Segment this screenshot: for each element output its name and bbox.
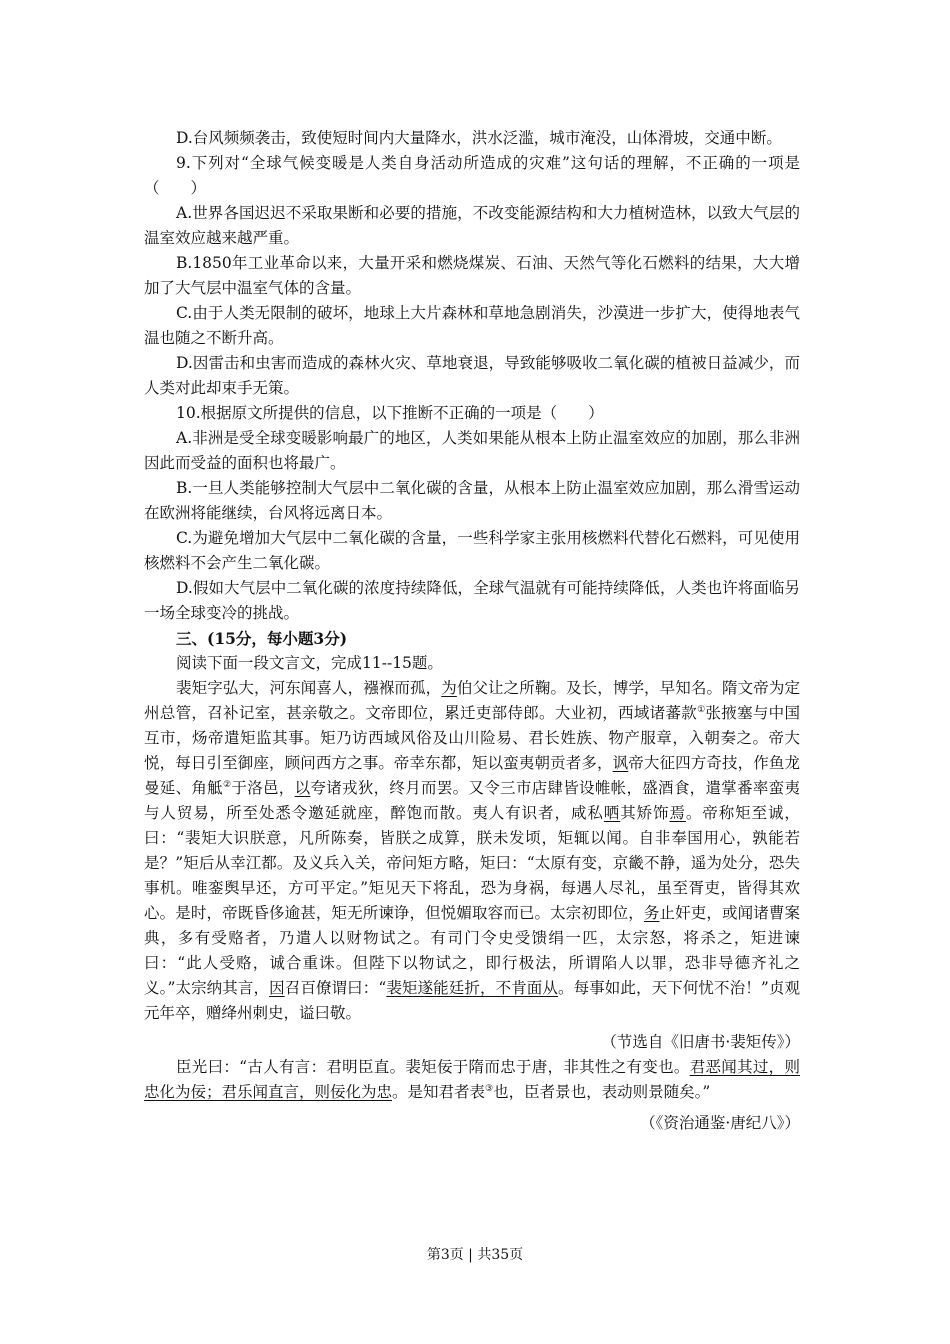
passage-text: 于洛邑， bbox=[231, 779, 295, 797]
q8-option-d-text: D.台风频频袭击，致使短时间内大量降水，洪水泛滥，城市淹没，山体滑坡，交通中 bbox=[176, 129, 751, 147]
q10-option-a: A.非洲是受全球变暖影响最广的地区，人类如果能从根本上防止温室效应的加剧，那么非洲因此而受益的面积也将最广。 bbox=[144, 429, 800, 472]
commentary-text: 。是知君者表 bbox=[392, 1083, 486, 1101]
underlined-sentence: 裴矩遂能廷折，不肯面从 bbox=[386, 979, 558, 997]
q9-option-c: C.由于人类无限制的破坏，地球上大片森林和草地急剧消失，沙漠进一步扩大，使得地表气温也随之不断升高。 bbox=[144, 304, 800, 347]
footnote-marker: ② bbox=[223, 779, 232, 790]
q8-option-d-text-end: 断。 bbox=[750, 129, 782, 147]
page-footer: 第3页 | 共35页 bbox=[426, 1247, 524, 1263]
q9-option-d: D.因雷击和虫害而造成的森林火灾、草地衰退，导致能够吸收二氧化碳的植被日益减少，而人类对此却束手无策。 bbox=[144, 354, 800, 397]
underlined-sentence: 君恶闻其过，则忠化为佞；君乐闻直言，则佞化为忠 bbox=[144, 1058, 800, 1101]
passage-text: 伯父让之所鞠。及长，博学，早知名。隋文帝为定州总管，召补记室，甚亲敬之。文帝即位，累迁吏部侍郎。大业初，西域诸蕃款 bbox=[144, 679, 800, 722]
commentary-text: 臣光曰：“古人有言：君明臣直。裴矩佞于隋而忠于唐，非其性之有变也。 bbox=[176, 1058, 690, 1076]
q10-option-b: B.一旦人类能够控制大气层中二氧化碳的含量，从根本上防止温室效应加剧，那么滑雪运动在欧洲将能继续，台风将远离日本。 bbox=[144, 479, 800, 522]
footnote-marker: ③ bbox=[485, 1083, 494, 1094]
q10-stem: 10.根据原文所提供的信息，以下推断不正确的一项是（ ） bbox=[176, 404, 604, 422]
passage-text: 襁褓而孤， bbox=[363, 679, 442, 697]
passage-text: 。帝称矩至诚，曰：“裴矩大识朕意，凡所陈奏，皆朕之成算，朕未发顷，矩辄以闻。自非奉国用心，孰能若是？”矩后从幸江都。及义兵入关，帝问矩方略，矩曰：“太原有变，京畿不静，遥为处分，恐失事机。唯銮舆早还，方可平定。”矩见天下将乱，恐为身祸，每遇人尽礼，虽至胥吏，皆得其欢心。是时，帝既昏侈逾甚，矩无所谏诤，但悦媚取容而已。太宗初即位， bbox=[144, 804, 800, 922]
passage-text: 。每事如此，天下何忧不治！”贞观元年卒，赠绛州刺史，谥曰敬。 bbox=[144, 979, 800, 1022]
underlined-word: 务 bbox=[643, 904, 660, 922]
section-heading: 三、(15分，每小题3分) bbox=[176, 629, 348, 648]
underlined-word: 哂 bbox=[603, 804, 621, 822]
passage-text: 其矫饰 bbox=[620, 804, 670, 822]
q9-stem: 9.下列对“全球气候变暖是人类自身活动所造成的灾难”这句话的理解，不正确的一项是（ ） bbox=[144, 154, 800, 197]
passage-text: 夸诸戎狄，终月而罢。又令三市店肆皆设帷帐，盛酒食，遣掌番率蛮夷与人贸易，所至处悉令邀延就座，醉饱而散。夷人有识者，咸私 bbox=[144, 779, 800, 822]
q9-option-a: A.世界各国迟迟不采取果断和必要的措施，不改变能源结构和大力植树造林，以致大气层的温室效应越来越严重。 bbox=[144, 204, 800, 247]
passage-text: 召百僚谓曰：“ bbox=[284, 979, 387, 997]
section-instruction: 阅读下面一段文言文，完成11--15题。 bbox=[176, 654, 443, 672]
footnote-marker: ① bbox=[697, 704, 706, 715]
commentary-text: 也，臣者景也，表动则景随矣。” bbox=[493, 1083, 711, 1101]
commentary-passage bbox=[144, 1055, 800, 1105]
passage-text: 止奸吏，或闻诸曹案典，多有受赂者，乃遣人以财物试之。有司门令史受馈绢一匹，太宗怒，将杀之，矩进谏曰：“此人受赂，诚合重诛。但陛下以物试之，即行极法，所谓陷人以罪，恐非导德齐礼之义。”太宗纳其言， bbox=[144, 904, 800, 997]
underlined-word: 因 bbox=[269, 979, 285, 997]
passage-text: 裴矩字弘大，河东闻喜人， bbox=[176, 679, 364, 697]
underlined-word: 为 bbox=[441, 679, 457, 697]
underlined-word: 以 bbox=[294, 779, 311, 797]
q8-option-d bbox=[144, 126, 800, 151]
passage-source: （节选自《旧唐书·裴矩传》） bbox=[601, 1033, 800, 1051]
q10-option-d: D.假如大气层中二氧化碳的浓度持续降低，全球气温就有可能持续降低，人类也许将面临另一场全球变冷的挑战。 bbox=[144, 579, 800, 622]
commentary-source: （《资治通鉴·唐纪八》） bbox=[640, 1114, 800, 1132]
document-page bbox=[144, 126, 800, 1136]
q10-option-c: C.为避免增加大气层中二氧化碳的含量，一些科学家主张用核燃料代替化石燃料，可见使用核燃料不会产生二氧化碳。 bbox=[144, 529, 800, 572]
passage-text: 帝大征四方奇技，作鱼龙曼延、角觝 bbox=[144, 754, 800, 797]
classical-passage bbox=[144, 676, 800, 1026]
underlined-word: 讽 bbox=[612, 754, 629, 772]
q9-option-b: B.1850年工业革命以来，大量开采和燃烧煤炭、石油、天然气等化石燃料的结果，大大增加了大气层中温室气体的含量。 bbox=[144, 254, 800, 297]
underlined-word: 焉 bbox=[669, 804, 686, 822]
passage-text: 张掖塞与中国互市，炀帝遣矩监其事。矩乃访西域风俗及山川险易、君长姓族、物产服章，入朝奏之。帝大悦，每日引至御座，顾问西方之事。帝幸东都，矩以蛮夷朝贡者多， bbox=[144, 704, 800, 772]
